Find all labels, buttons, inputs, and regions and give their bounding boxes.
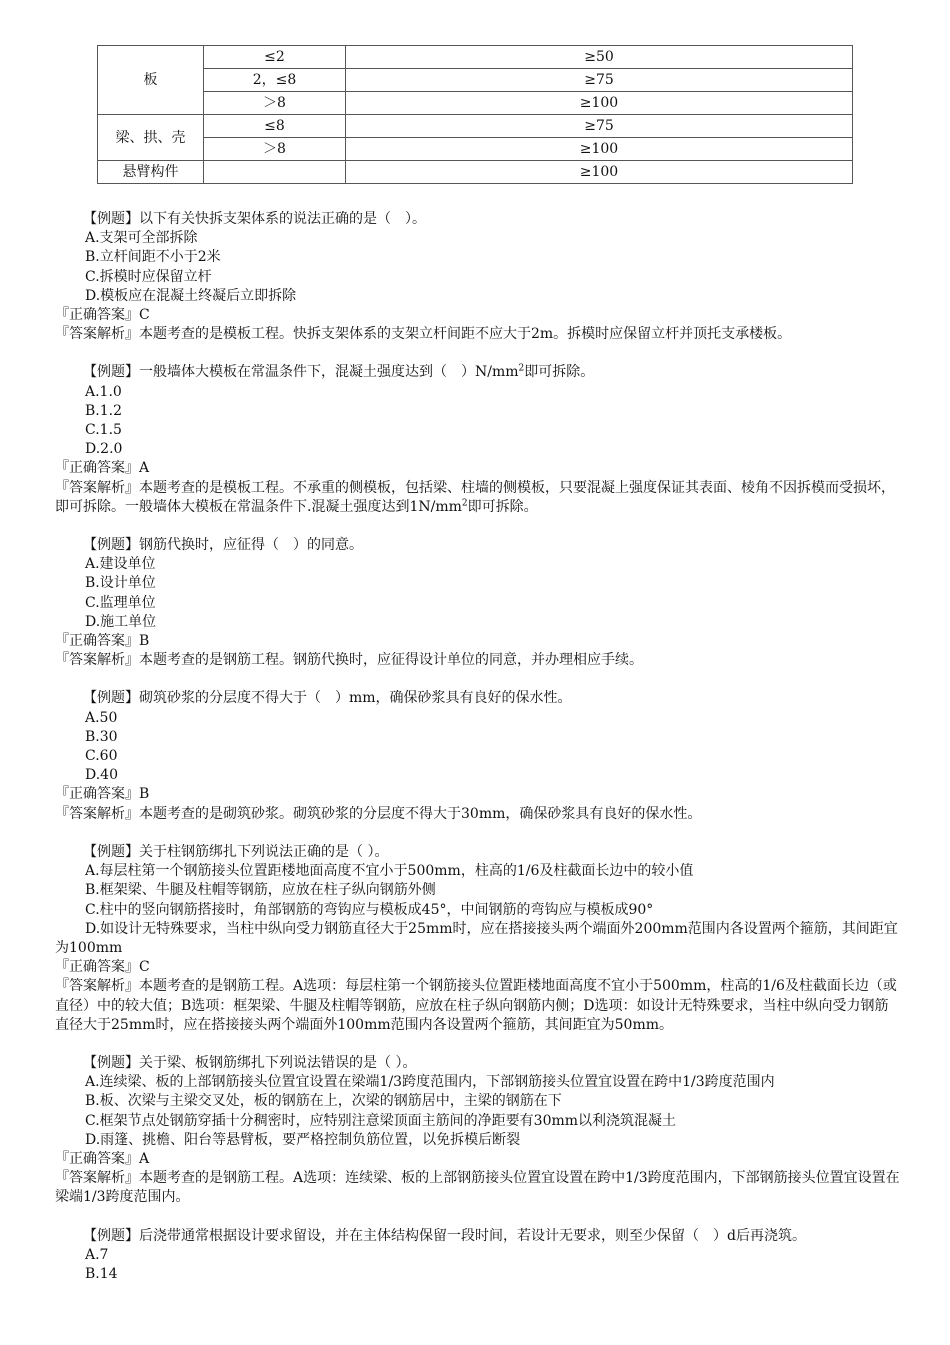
option-d: D.40 <box>85 767 118 784</box>
question-stem-text: 【例题】一般墙体大模板在常温条件下，混凝土强度达到（ ）N/mm <box>83 364 519 381</box>
correct-answer: 『正确答案』A <box>55 1150 150 1167</box>
table-cell-span: ≤8 <box>204 115 346 138</box>
option-d: D.模板应在混凝土终凝后立即拆除 <box>85 287 297 304</box>
option-c: C.框架节点处钢筋穿插十分稠密时，应特别注意梁顶面主筋间的净距要有30mm以利浇筑混凝土 <box>85 1112 677 1129</box>
option-b: B.框架梁、牛腿及柱帽等钢筋，应放在柱子纵向钢筋外侧 <box>85 882 436 899</box>
option-c: C.60 <box>85 748 118 765</box>
formwork-removal-table <box>97 45 853 184</box>
option-d: D.如设计无特殊要求，当柱中纵向受力钢筋直径大于25mm时，应在搭接接头两个端面外200mm范围内各设置两个箍筋，其间距宜为100mm <box>55 920 898 956</box>
table-cell-value: ≥75 <box>346 115 853 138</box>
question-block <box>55 363 900 517</box>
question-stem: 【例题】后浇带通常根据设计要求留设，并在主体结构保留一段时间，若设计无要求，则至少保留（ ）d后再浇筑。 <box>83 1227 806 1244</box>
question-block <box>55 843 900 1035</box>
option-b: B.30 <box>85 728 118 745</box>
question-block <box>55 1054 900 1208</box>
correct-answer: 『正确答案』B <box>55 633 150 650</box>
table-row <box>98 69 853 92</box>
table-row <box>98 161 853 184</box>
answer-explanation: 『答案解析』本题考查的是钢筋工程。A选项：连续梁、板的上部钢筋接头位置宜设置在跨中1/3跨度范围内，下部钢筋接头位置宜设置在梁端1/3跨度范围内。 <box>55 1170 900 1206</box>
option-c: C.柱中的竖向钢筋搭接时，角部钢筋的弯钩应与模板成45°，中间钢筋的弯钩应与模板成90° <box>85 901 654 918</box>
option-a: A.连续梁、板的上部钢筋接头位置宜设置在梁端1/3跨度范围内，下部钢筋接头位置宜设置在跨中1/3跨度范围内 <box>85 1074 775 1091</box>
table-row <box>98 138 853 161</box>
question-stem: 【例题】以下有关快拆支架体系的说法正确的是（ ）。 <box>83 211 426 227</box>
option-a: A.50 <box>85 709 118 726</box>
option-b: B.板、次梁与主梁交叉处，板的钢筋在上，次梁的钢筋居中，主梁的钢筋在下 <box>85 1093 562 1110</box>
option-d: D.雨篷、挑檐、阳台等悬臂板，要严格控制负筋位置，以免拆模后断裂 <box>85 1131 521 1148</box>
option-b: B.设计单位 <box>85 575 156 592</box>
table-cell-value: ≥100 <box>346 92 853 115</box>
answer-explanation: 『答案解析』本题考查的是钢筋工程。钢筋代换时，应征得设计单位的同意，并办理相应手续。 <box>55 652 643 669</box>
option-b: B.立杆间距不小于2米 <box>85 249 221 266</box>
question-stem-text: 即可拆除。 <box>524 364 595 381</box>
answer-explanation: 『答案解析』本题考查的是砌筑砂浆。砌筑砂浆的分层度不得大于30mm，确保砂浆具有良好的保水性。 <box>55 805 702 822</box>
table-cell-value: ≥50 <box>346 46 853 69</box>
question-stem <box>55 363 900 382</box>
table-row <box>98 115 853 138</box>
table-cell-value: ≥100 <box>346 161 853 184</box>
option-c: C.1.5 <box>85 422 122 439</box>
explanation-text: 即可拆除。 <box>467 498 538 515</box>
table-row <box>98 46 853 69</box>
table-cell-value: ≥100 <box>346 138 853 161</box>
option-a: A.1.0 <box>85 383 122 400</box>
question-stem: 【例题】关于梁、板钢筋绑扎下列说法错误的是（ ）。 <box>83 1054 417 1071</box>
question-block <box>55 536 900 670</box>
table-cell-group: 梁、拱、壳 <box>98 115 204 161</box>
answer-explanation: 『答案解析』本题考查的是钢筋工程。A选项：每层柱第一个钢筋接头位置距楼地面高度不宜小于500mm，柱高的1/6及柱截面长边（或直径）中的较大值；B选项：框架梁、牛腿及柱帽等钢筋，应放在柱子纵向钢筋内侧；D选项：如设计无特殊要求，当柱中纵向受力钢筋直径大于25mm时，应在搭接接头两个端面外100mm范围内各设置两个箍筋，其间距宜为50mm。 <box>55 978 897 1033</box>
option-a: A.7 <box>85 1246 109 1263</box>
correct-answer: 『正确答案』C <box>55 959 150 976</box>
correct-answer: 『正确答案』B <box>55 786 150 803</box>
table-cell-span: ＞8 <box>204 138 346 161</box>
superscript: 2 <box>461 498 468 509</box>
question-block <box>55 689 900 823</box>
option-b: B.1.2 <box>85 402 123 419</box>
question-stem: 【例题】钢筋代换时，应征得（ ）的同意。 <box>83 537 363 554</box>
answer-explanation: 『答案解析』本题考查的是模板工程。快拆支架体系的支架立杆间距不应大于2m。拆模时应保留立杆并顶托支承楼板。 <box>55 326 792 343</box>
question-block <box>55 210 900 344</box>
question-stem: 【例题】关于柱钢筋绑扎下列说法正确的是（ ）。 <box>83 843 389 860</box>
table-cell-group: 板 <box>98 46 204 115</box>
option-a: A.每层柱第一个钢筋接头位置距楼地面高度不宜小于500mm，柱高的1/6及柱截面长边中的较小值 <box>85 863 694 880</box>
table-cell-span <box>204 161 346 184</box>
correct-answer: 『正确答案』A <box>55 460 150 477</box>
question-list <box>55 210 900 1303</box>
option-b: B.14 <box>85 1265 118 1282</box>
answer-explanation <box>55 479 900 517</box>
option-c: C.监理单位 <box>85 594 156 611</box>
option-d: D.2.0 <box>85 441 123 458</box>
option-a: A.建设单位 <box>85 556 156 573</box>
superscript: 2 <box>518 363 525 374</box>
question-block <box>55 1227 900 1285</box>
question-stem: 【例题】砌筑砂浆的分层度不得大于（ ）mm，确保砂浆具有良好的保水性。 <box>83 690 572 707</box>
explanation-text: 『答案解析』本题考查的是模板工程。不承重的侧模板，包括梁、柱墙的侧模板，只要混凝上强度保证其表面、棱角不因拆模而受损坏，即可拆除。一般墙体大模板在常温条件下.混凝土强度达到1N/mm <box>55 479 895 515</box>
option-a: A.支架可全部拆除 <box>85 230 198 247</box>
option-d: D.施工单位 <box>85 613 157 630</box>
table-cell-span: 2，≤8 <box>204 69 346 92</box>
table-cell-span: ≤2 <box>204 46 346 69</box>
correct-answer: 『正确答案』C <box>55 307 150 324</box>
table-cell-span: ＞8 <box>204 92 346 115</box>
table-row <box>98 92 853 115</box>
option-c: C.拆模时应保留立杆 <box>85 268 212 285</box>
table-cell-group: 悬臂构件 <box>98 161 204 184</box>
table-cell-value: ≥75 <box>346 69 853 92</box>
